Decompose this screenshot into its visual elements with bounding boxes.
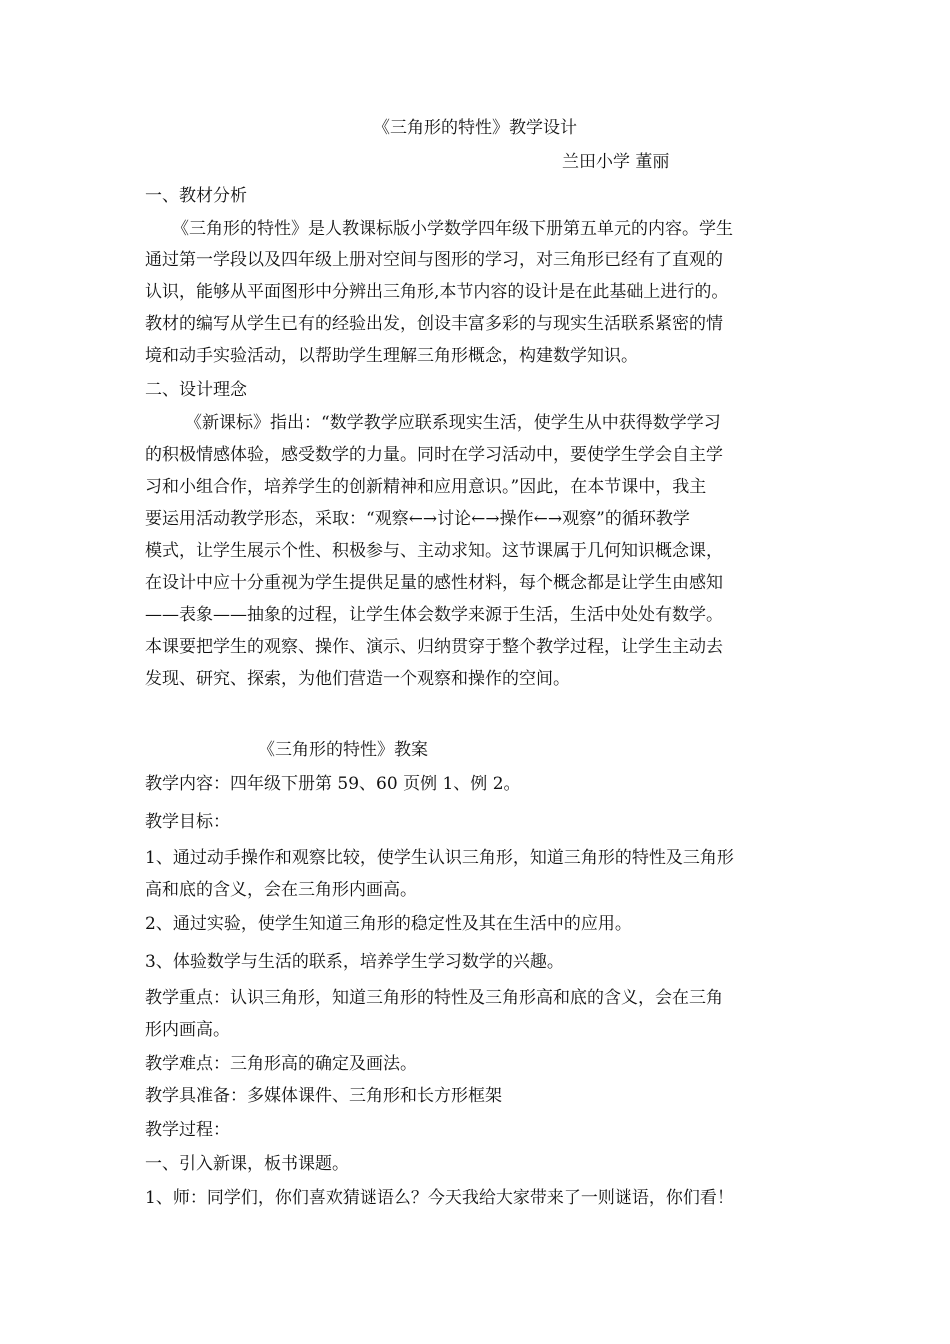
lesson-line: 教学重点：认识三角形，知道三角形的特性及三角形高和底的含义，会在三角	[145, 988, 723, 1008]
author-line: 兰田小学 董丽	[562, 152, 670, 172]
lesson-line: 教学内容：四年级下册第 59、60 页例 1、例 2。	[145, 774, 521, 794]
lesson-line: 3、体验数学与生活的联系，培养学生学习数学的兴趣。	[145, 952, 564, 972]
paragraph-line: ——表象——抽象的过程，让学生体会数学来源于生活，生活中处处有数学。	[145, 605, 723, 625]
document-title: 《三角形的特性》教学设计	[373, 118, 577, 138]
lesson-line: 形内画高。	[145, 1020, 230, 1040]
section-heading-textbook-analysis: 一、教材分析	[145, 186, 247, 206]
paragraph-line: 模式，让学生展示个性、积极参与、主动求知。这节课属于几何知识概念课，	[145, 541, 723, 561]
lesson-plan-title: 《三角形的特性》教案	[258, 740, 428, 760]
lesson-line: 一、引入新课，板书课题。	[145, 1154, 349, 1174]
lesson-line: 1、师：同学们，你们喜欢猜谜语么？今天我给大家带来了一则谜语，你们看！	[145, 1188, 734, 1208]
paragraph-line: 要运用活动教学形态，采取：“观察←→讨论←→操作←→观察”的循环教学	[145, 509, 690, 529]
lesson-line: 高和底的含义，会在三角形内画高。	[145, 880, 417, 900]
paragraph-line: 的积极情感体验，感受数学的力量。同时在学习活动中，要使学生学会自主学	[145, 445, 723, 465]
paragraph-line: 认识，能够从平面图形中分辨出三角形,本节内容的设计是在此基础上进行的。	[145, 282, 729, 302]
paragraph-line: 《新课标》指出：“数学教学应联系现实生活，使学生从中获得数学学习	[185, 413, 721, 433]
paragraph-line: 境和动手实验活动，以帮助学生理解三角形概念，构建数学知识。	[145, 346, 638, 366]
paragraph-line: 发现、研究、探索，为他们营造一个观察和操作的空间。	[145, 669, 570, 689]
lesson-line: 教学目标：	[145, 812, 230, 832]
paragraph-line: 在设计中应十分重视为学生提供足量的感性材料，每个概念都是让学生由感知	[145, 573, 723, 593]
paragraph-line: 教材的编写从学生已有的经验出发，创设丰富多彩的与现实生活联系紧密的情	[145, 314, 723, 334]
lesson-line: 教学具准备：多媒体课件、三角形和长方形框架	[145, 1086, 502, 1106]
lesson-line: 教学难点：三角形高的确定及画法。	[145, 1054, 417, 1074]
lesson-line: 1、通过动手操作和观察比较，使学生认识三角形，知道三角形的特性及三角形	[145, 848, 734, 868]
paragraph-line: 通过第一学段以及四年级上册对空间与图形的学习，对三角形已经有了直观的	[145, 250, 723, 270]
lesson-line: 2、通过实验，使学生知道三角形的稳定性及其在生活中的应用。	[145, 914, 632, 934]
section-heading-design-concept: 二、设计理念	[145, 380, 247, 400]
lesson-line: 教学过程：	[145, 1120, 230, 1140]
paragraph-line: 《三角形的特性》是人教课标版小学数学四年级下册第五单元的内容。学生	[172, 219, 733, 239]
paragraph-line: 本课要把学生的观察、操作、演示、归纳贯穿于整个教学过程，让学生主动去	[145, 637, 723, 657]
paragraph-line: 习和小组合作，培养学生的创新精神和应用意识。”因此，在本节课中，我主	[145, 477, 707, 497]
